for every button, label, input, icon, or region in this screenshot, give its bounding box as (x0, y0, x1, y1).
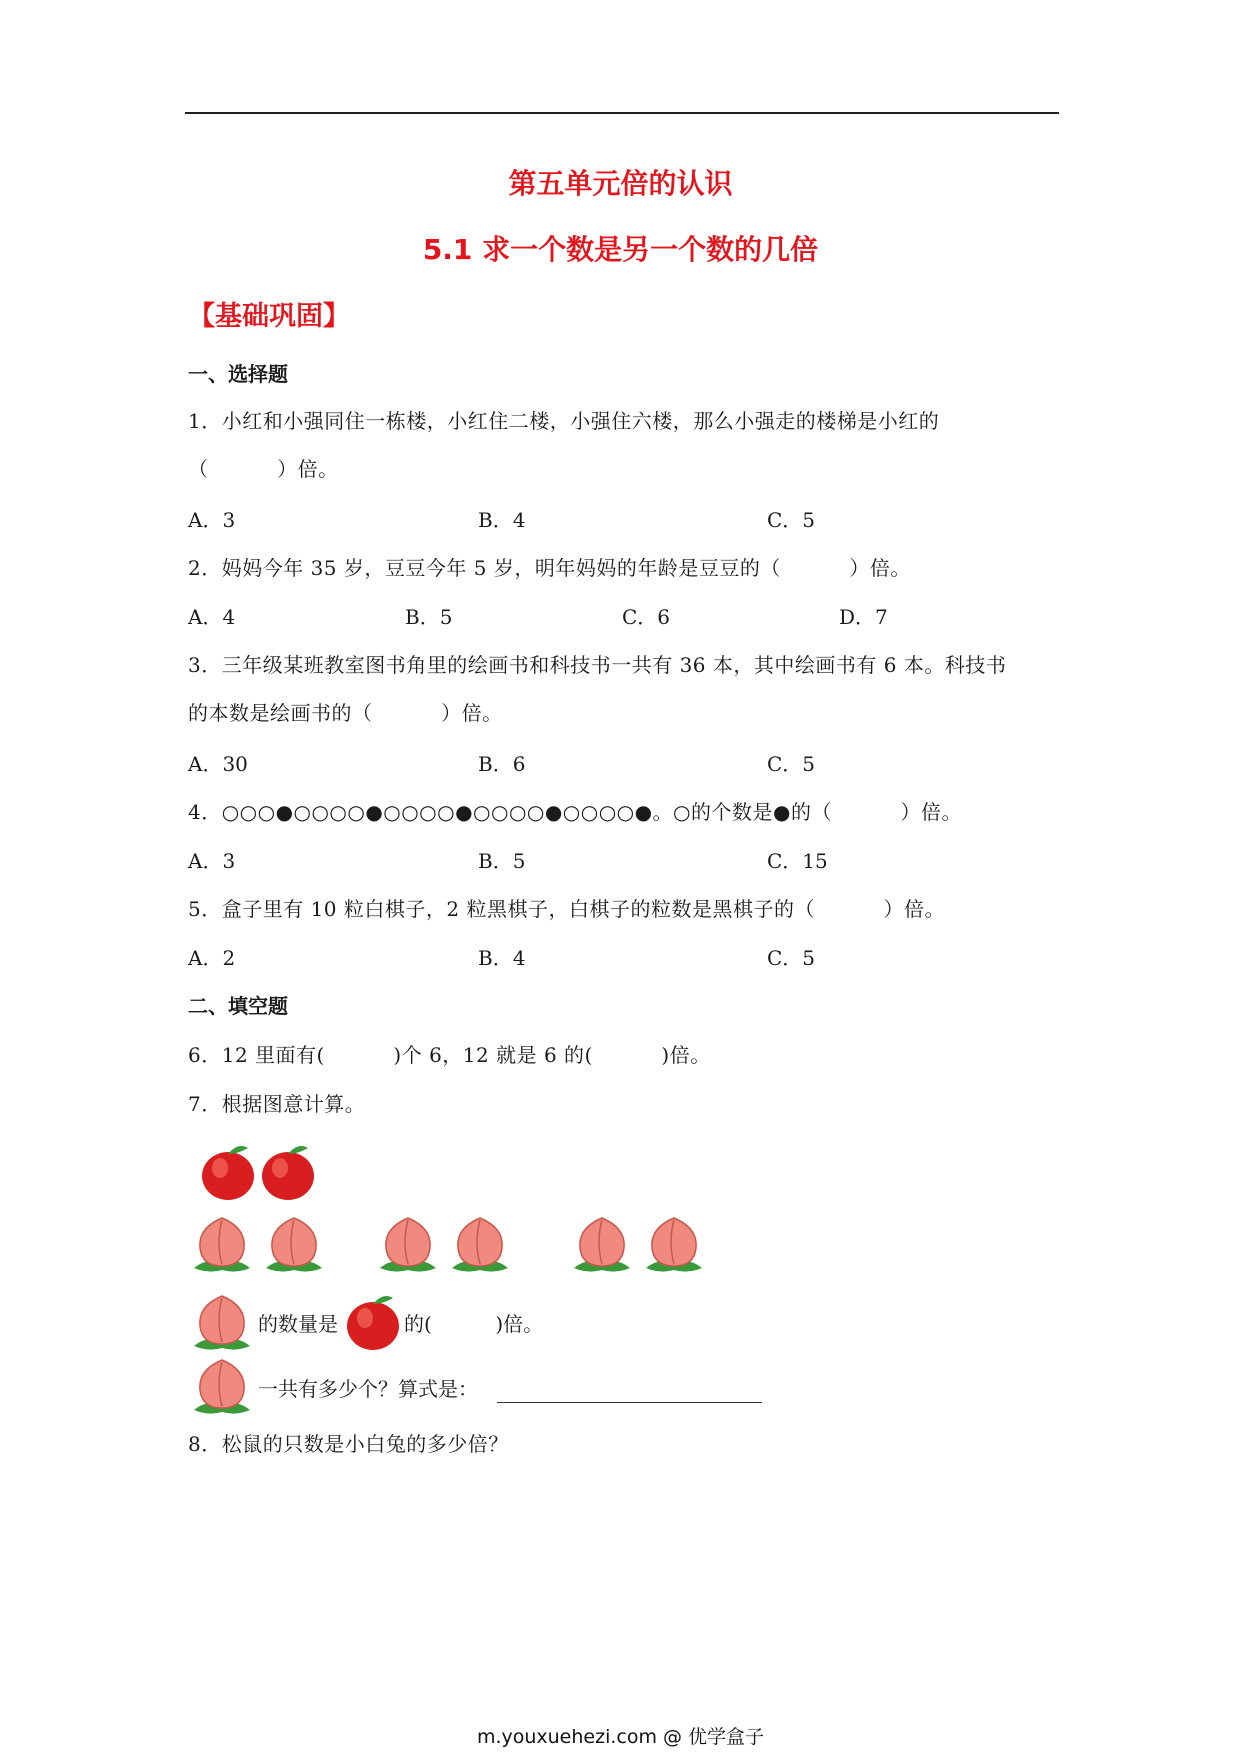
apple-icon (262, 1146, 314, 1200)
q6-text: 6．12 里面有( )个 6，12 就是 6 的( )倍。 (188, 1043, 711, 1067)
q1-option-c: C．5 (767, 508, 816, 532)
peach-icon (574, 1218, 630, 1272)
peach-icon (452, 1218, 508, 1272)
q8-text: 8．松鼠的只数是小白兔的多少倍？ (188, 1432, 509, 1456)
q3-option-a: A．30 (188, 752, 248, 776)
q1-line1: 1．小红和小强同住一栋楼，小红住二楼，小强住六楼，那么小强走的楼梯是小红的 (188, 409, 940, 433)
q3-option-c: C．5 (767, 752, 816, 776)
q4-option-a: A．3 (188, 849, 236, 873)
peach-row (190, 1212, 710, 1278)
top-divider (185, 112, 1059, 114)
q5-text: 5．盒子里有 10 粒白棋子，2 粒黑棋子，白棋子的粒数是黑棋子的（ ）倍。 (188, 897, 946, 921)
peach-icon (380, 1218, 436, 1272)
q5-option-c: C．5 (767, 946, 816, 970)
peach-icon (190, 1290, 254, 1356)
unit-title: 第五单元倍的认识 (508, 167, 733, 200)
lesson-title: 5.1 求一个数是另一个数的几倍 (422, 233, 819, 266)
q2-option-b: B．5 (405, 605, 453, 629)
peach-icon (194, 1218, 250, 1272)
q3-line1: 3．三年级某班教室图书角里的绘画书和科技书一共有 36 本，其中绘画书有 6 本。科技书 (188, 653, 1007, 677)
q1-line2: （ ）倍。 (188, 457, 339, 481)
q2-text: 2．妈妈今年 35 岁，豆豆今年 5 岁，明年妈妈的年龄是豆豆的（ ）倍。 (188, 556, 911, 580)
q5-option-b: B．4 (478, 946, 526, 970)
q2-option-c: C．6 (622, 605, 671, 629)
q3-line2: 的本数是绘画书的（ ）倍。 (188, 701, 503, 725)
apple-row (198, 1140, 318, 1202)
q1-option-a: A．3 (188, 508, 236, 532)
q5-option-a: A．2 (188, 946, 236, 970)
q3-option-b: B．6 (478, 752, 526, 776)
peach-icon (190, 1354, 254, 1420)
apple-icon (202, 1146, 254, 1200)
q7-sentence-a-part1: 的数量是 (258, 1312, 338, 1336)
part2-heading: 二、填空题 (188, 994, 288, 1018)
q7-sentence-b: 一共有多少个？算式是： (258, 1377, 478, 1401)
q2-option-a: A．4 (188, 605, 236, 629)
q4-text: 4．○○○●○○○○●○○○○●○○○○●○○○○●。○的个数是●的（ ）倍。 (188, 800, 963, 824)
apple-icon (344, 1290, 402, 1352)
q4-option-b: B．5 (478, 849, 526, 873)
peach-icon (646, 1218, 702, 1272)
q2-option-d: D．7 (839, 605, 888, 629)
footer-source: m.youxuehezi.com @ 优学盒子 (476, 1726, 765, 1748)
q1-option-b: B．4 (478, 508, 526, 532)
part1-heading: 一、选择题 (188, 362, 288, 386)
q7-text: 7．根据图意计算。 (188, 1092, 366, 1116)
q7-sentence-a-part2: 的( )倍。 (404, 1312, 544, 1336)
answer-blank-line[interactable] (497, 1402, 762, 1403)
peach-icon (266, 1218, 322, 1272)
section-title: 【基础巩固】 (188, 301, 350, 332)
q4-option-c: C．15 (767, 849, 828, 873)
